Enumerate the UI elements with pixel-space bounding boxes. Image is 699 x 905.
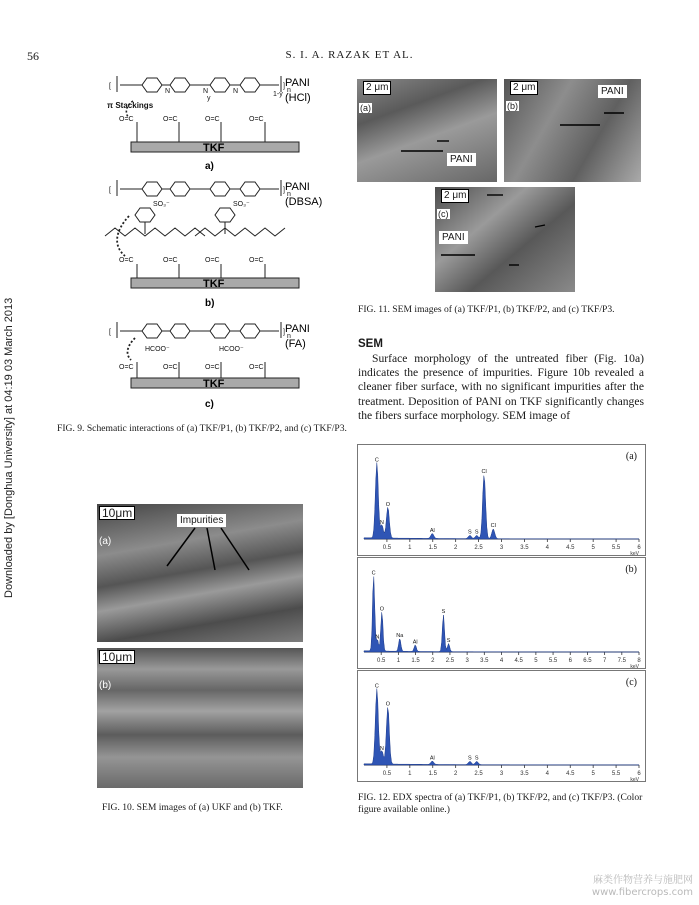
peak-label: Al bbox=[429, 528, 435, 535]
peak-label: N bbox=[375, 634, 380, 641]
svg-text:n: n bbox=[287, 87, 291, 94]
tick-label: 3 bbox=[499, 771, 504, 777]
svg-text:N: N bbox=[165, 88, 171, 95]
peak-label: S bbox=[441, 609, 446, 616]
spectrum-series bbox=[364, 689, 639, 766]
tick-label: 4 bbox=[545, 545, 550, 551]
scale-bar-label: 10μm bbox=[99, 506, 135, 520]
fig9-schematic bbox=[95, 66, 345, 414]
svg-text:SO₃⁻: SO₃⁻ bbox=[233, 201, 250, 208]
fig11-panel-c bbox=[435, 187, 575, 292]
peak-label: Cl bbox=[490, 523, 496, 530]
svg-text:O=C: O=C bbox=[163, 364, 178, 371]
tick-label: 8 bbox=[637, 658, 641, 664]
svg-text:n: n bbox=[287, 333, 291, 340]
svg-text:O=C: O=C bbox=[163, 116, 178, 123]
svg-text:b): b) bbox=[205, 298, 215, 309]
svg-text:c): c) bbox=[205, 399, 214, 410]
tick-label: 5.5 bbox=[548, 658, 558, 664]
peak-label: S bbox=[446, 637, 451, 644]
svg-text:[: [ bbox=[109, 329, 111, 336]
fig9-panel-b bbox=[105, 180, 299, 288]
peak-label: S bbox=[474, 529, 479, 536]
svg-text:PANI: PANI bbox=[285, 181, 310, 193]
svg-text:N: N bbox=[233, 88, 239, 95]
x-unit: keV bbox=[630, 664, 639, 669]
scale-bar-label: 2 μm bbox=[363, 81, 391, 95]
tick-label: 5.5 bbox=[611, 771, 621, 777]
peak-label: O bbox=[385, 501, 390, 508]
peak-label: S bbox=[474, 755, 479, 762]
svg-text:TKF: TKF bbox=[203, 278, 225, 290]
tick-label: 4.5 bbox=[566, 771, 575, 777]
svg-text:O=C: O=C bbox=[205, 257, 220, 264]
tick-label: 1 bbox=[408, 545, 412, 551]
page-number: 56 bbox=[27, 49, 39, 63]
svg-text:SO₃⁻: SO₃⁻ bbox=[153, 201, 170, 208]
tick-label: 4 bbox=[499, 658, 504, 664]
panel-label: (b) bbox=[625, 564, 637, 575]
tick-label: 4.5 bbox=[566, 545, 575, 551]
peak-label: S bbox=[468, 755, 472, 762]
svg-text:(FA): (FA) bbox=[285, 338, 306, 350]
panel-label: (b) bbox=[99, 680, 112, 691]
spectrum-series bbox=[364, 463, 639, 540]
fig9-caption: FIG. 9. Schematic interactions of (a) TKF/P1, (b) TKF/P2, and (c) TKF/P3. bbox=[57, 423, 347, 434]
tick-label: 1 bbox=[396, 658, 401, 664]
running-head: S. I. A. RAZAK ET AL. bbox=[285, 49, 414, 61]
fig10-panel-a bbox=[97, 504, 303, 642]
svg-text:O=C: O=C bbox=[249, 257, 264, 264]
pani-label: PANI bbox=[598, 85, 627, 98]
tick-label: 3.5 bbox=[520, 771, 529, 777]
svg-text:O=C: O=C bbox=[205, 116, 220, 123]
svg-text:O=C: O=C bbox=[119, 364, 134, 371]
tick-label: 7 bbox=[602, 658, 607, 664]
svg-text:O=C: O=C bbox=[249, 116, 264, 123]
tick-label: 0.5 bbox=[377, 658, 386, 664]
tick-label: 5.5 bbox=[611, 545, 621, 551]
watermark: 麻类作物营养与施肥网 www.fibercrops.com bbox=[591, 875, 693, 898]
tick-label: 3.5 bbox=[480, 658, 489, 664]
tick-label: 6 bbox=[637, 545, 641, 551]
svg-text:]: ] bbox=[283, 329, 285, 336]
spectrum-series bbox=[364, 577, 639, 652]
fig11-panel-a bbox=[357, 79, 497, 182]
tick-label: 6.5 bbox=[583, 658, 592, 664]
fig12-caption: FIG. 12. EDX spectra of (a) TKF/P1, (b) TKF/P2, and (c) TKF/P3. (Color figure available online.) bbox=[358, 792, 643, 815]
tick-label: 3 bbox=[465, 658, 469, 664]
svg-text:1-y: 1-y bbox=[273, 91, 283, 98]
tick-label: 5 bbox=[591, 545, 595, 551]
fig10-caption: FIG. 10. SEM images of (a) UKF and (b) TKF. bbox=[102, 802, 283, 813]
svg-text:PANI: PANI bbox=[285, 77, 310, 89]
tick-label: 2.5 bbox=[445, 658, 455, 664]
panel-label: (c) bbox=[438, 209, 449, 219]
tick-label: 5 bbox=[534, 658, 538, 664]
x-unit: keV bbox=[630, 551, 639, 556]
svg-text:O=C: O=C bbox=[119, 257, 134, 264]
svg-text:O=C: O=C bbox=[249, 364, 264, 371]
fig11-panel-b bbox=[504, 79, 641, 182]
peak-label: Al bbox=[429, 755, 435, 762]
x-unit: keV bbox=[630, 777, 639, 782]
svg-text:O=C: O=C bbox=[119, 116, 134, 123]
peak-label: Na bbox=[396, 632, 404, 639]
peak-label: C bbox=[374, 457, 379, 464]
pani-label: PANI bbox=[447, 153, 476, 166]
tick-label: 1.5 bbox=[428, 771, 437, 777]
peak-label: N bbox=[379, 745, 384, 752]
svg-text:(DBSA): (DBSA) bbox=[285, 196, 323, 208]
tick-label: 2 bbox=[431, 658, 435, 664]
tick-label: 4.5 bbox=[514, 658, 523, 664]
svg-text:HCOO⁻: HCOO⁻ bbox=[145, 346, 170, 353]
panel-label: (a) bbox=[360, 103, 371, 113]
svg-text:N: N bbox=[203, 88, 209, 95]
peak-label: O bbox=[385, 701, 390, 708]
panel-label: (a) bbox=[625, 451, 637, 462]
svg-text:y: y bbox=[207, 95, 211, 102]
download-note: Downloaded by [Donghua University] at 04:19 03 March 2013 bbox=[3, 297, 15, 598]
panel-label: (b) bbox=[507, 101, 518, 111]
peak-label: N bbox=[379, 519, 384, 526]
fig12-figure bbox=[357, 442, 646, 786]
tick-label: 6 bbox=[637, 771, 641, 777]
tick-label: 1.5 bbox=[428, 545, 437, 551]
section-paragraph: Surface morphology of the untreated fiber (Fig. 10a) indicates the presence of impurities. Figure 10b revealed a cleaner fiber surface, with no significant impurities after the treatment. Deposition of PANI on TKF significantly changes the fibers surface morphology. SEM image of bbox=[358, 352, 644, 422]
svg-text:π Stackings: π Stackings bbox=[107, 101, 154, 110]
tick-label: 5 bbox=[591, 771, 595, 777]
impurities-label: Impurities bbox=[177, 514, 226, 527]
svg-text:O=C: O=C bbox=[205, 364, 220, 371]
section-heading: SEM bbox=[358, 338, 383, 350]
svg-text:HCOO⁻: HCOO⁻ bbox=[219, 346, 244, 353]
svg-text:TKF: TKF bbox=[203, 142, 225, 154]
scale-bar-label: 2 μm bbox=[441, 189, 469, 203]
peak-label: O bbox=[379, 606, 385, 613]
peak-label: Al bbox=[412, 639, 418, 646]
svg-text:[: [ bbox=[109, 187, 111, 194]
tick-label: 3 bbox=[499, 545, 504, 551]
peak-label: C bbox=[371, 570, 376, 577]
tick-label: 2.5 bbox=[474, 545, 483, 551]
svg-text:[: [ bbox=[109, 83, 111, 90]
svg-text:(HCl): (HCl) bbox=[285, 92, 311, 104]
tick-label: 2 bbox=[453, 771, 458, 777]
tick-label: 4 bbox=[545, 771, 550, 777]
edx-chart-c bbox=[357, 670, 646, 782]
edx-chart-b bbox=[357, 557, 646, 669]
peak-label: C bbox=[374, 683, 379, 690]
tick-label: 1 bbox=[408, 771, 412, 777]
tick-label: 0.5 bbox=[382, 545, 392, 551]
tick-label: 1.5 bbox=[411, 658, 420, 664]
pani-label: PANI bbox=[439, 231, 468, 244]
panel-label: (a) bbox=[99, 536, 112, 547]
svg-text:a): a) bbox=[205, 161, 214, 172]
tick-label: 3.5 bbox=[520, 545, 529, 551]
panel-label: (c) bbox=[625, 677, 637, 688]
svg-text:]: ] bbox=[283, 83, 285, 90]
svg-text:PANI: PANI bbox=[285, 323, 310, 335]
fig11-caption: FIG. 11. SEM images of (a) TKF/P1, (b) TKF/P2, and (c) TKF/P3. bbox=[358, 304, 615, 315]
tick-label: 6 bbox=[568, 658, 572, 664]
svg-text:n: n bbox=[287, 191, 291, 198]
tick-label: 7.5 bbox=[617, 658, 626, 664]
svg-text:TKF: TKF bbox=[203, 378, 225, 390]
fig10-panel-b bbox=[97, 648, 303, 788]
scale-bar-label: 10μm bbox=[99, 650, 135, 664]
svg-text:O=C: O=C bbox=[163, 257, 178, 264]
tick-label: 2 bbox=[453, 545, 458, 551]
tick-label: 2.5 bbox=[474, 771, 483, 777]
svg-text:]: ] bbox=[283, 187, 285, 194]
tick-label: 0.5 bbox=[382, 771, 392, 777]
impurity-arrows bbox=[97, 504, 303, 642]
peak-label: S bbox=[468, 529, 472, 536]
peak-label: Cl bbox=[481, 469, 487, 476]
scale-bar-label: 2 μm bbox=[510, 81, 538, 95]
edx-chart-a bbox=[357, 444, 646, 556]
